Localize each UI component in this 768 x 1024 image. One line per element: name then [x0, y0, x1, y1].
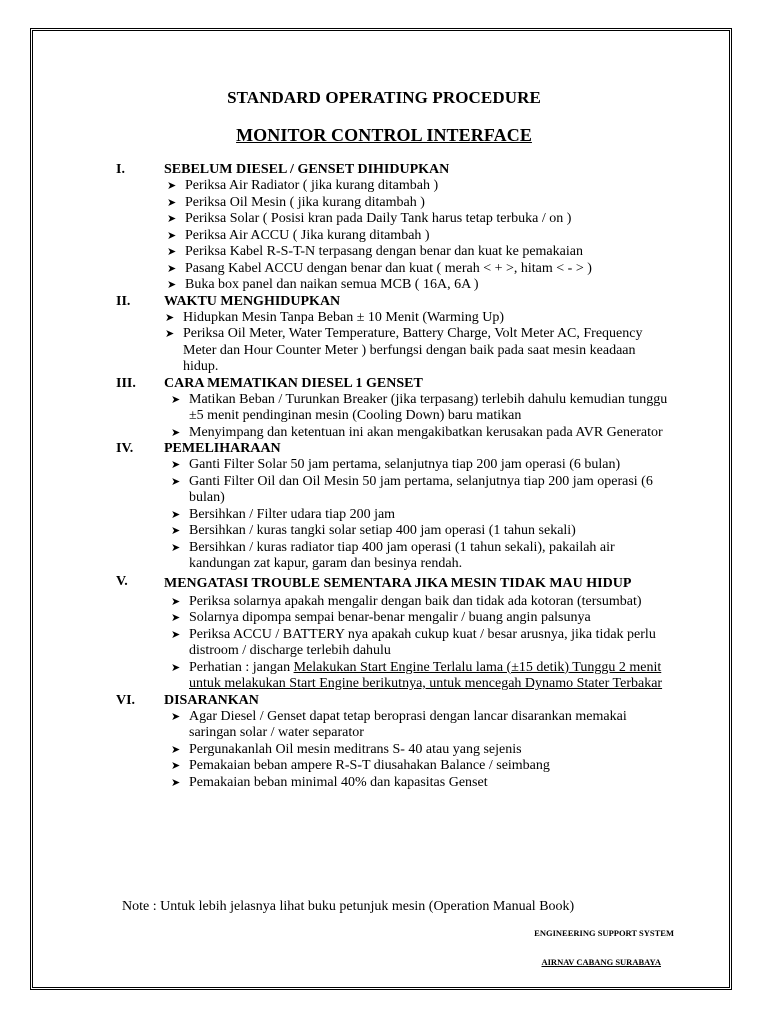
section-numeral: I. — [116, 162, 125, 177]
section-title: CARA MEMATIKAN DIESEL 1 GENSET — [164, 375, 423, 391]
list-item: ➤ Ganti Filter Oil dan Oil Mesin 50 jam pertama, selanjutnya tiap 200 jam operasi (6 bulan) — [171, 473, 653, 505]
section-sebelum-dihidupkan — [0, 162, 768, 294]
arrow-bullet-icon: ➤ — [171, 612, 181, 624]
section-heading — [0, 693, 768, 709]
section-heading — [0, 162, 768, 178]
arrow-bullet-icon: ➤ — [167, 246, 177, 258]
arrow-bullet-icon: ➤ — [171, 393, 181, 406]
document-title: STANDARD OPERATING PROCEDURE — [227, 88, 541, 107]
warning-underlined-text: Melakukan Start Engine Terlalu lama (±15 detik) Tunggu 2 menit untuk melakukan Start Engine berikutnya, untuk mencegah Dynamo Stater Terbakar — [189, 659, 663, 691]
section-cara-mematikan — [0, 376, 768, 442]
list-item: ➤ Pemakaian beban ampere R-S-T diusahakan Balance / seimbang — [171, 758, 550, 773]
list-item: ➤ Periksa Oil Mesin ( jika kurang ditambah ) — [167, 194, 425, 210]
list-item: ➤ Periksa Air Radiator ( jika kurang ditambah ) — [167, 178, 439, 193]
list-item: ➤ Periksa Kabel R-S-T-N terpasang dengan benar dan kuat ke pemakaian — [167, 244, 583, 259]
list-item: ➤ Periksa solarnya apakah mengalir dengan baik dan tidak ada kotoran (tersumbat) — [171, 593, 642, 609]
checklist — [0, 392, 768, 442]
section-heading — [0, 376, 768, 392]
section-mengatasi-trouble — [0, 573, 768, 693]
list-item: ➤ Hidupkan Mesin Tanpa Beban ± 10 Menit (Warming Up) — [165, 309, 505, 325]
arrow-bullet-icon: ➤ — [167, 279, 177, 291]
arrow-bullet-icon: ➤ — [171, 710, 181, 723]
checklist — [0, 310, 768, 376]
arrow-bullet-icon: ➤ — [171, 628, 181, 641]
section-numeral: III. — [116, 375, 136, 391]
footnote: Note : Untuk lebih jelasnya lihat buku petunjuk mesin (Operation Manual Book) — [122, 899, 575, 914]
list-item: ➤ Periksa Oil Meter, Water Temperature, Battery Charge, Volt Meter AC, Frequency Meter dan Hour Counter Meter ) berfungsi dengan baik pada saat mesin keadaan hidup. — [165, 326, 643, 374]
checklist — [0, 594, 768, 693]
list-item: ➤ Pergunakanlah Oil mesin meditrans S- 40 atau yang sejenis — [171, 741, 522, 757]
arrow-bullet-icon: ➤ — [167, 180, 177, 192]
arrow-bullet-icon: ➤ — [171, 541, 181, 554]
section-title: DISARANKAN — [164, 692, 259, 708]
checklist — [0, 178, 768, 294]
arrow-bullet-icon: ➤ — [171, 426, 181, 439]
list-item: ➤ Pasang Kabel ACCU dengan benar dan kuat ( merah < + >, hitam < - > ) — [167, 260, 592, 276]
list-item: ➤ Bersihkan / kuras tangki solar setiap 400 jam operasi (1 tahun sekali) — [171, 523, 576, 538]
list-item: ➤ Solarnya dipompa sempai benar-benar mengalir / buang angin palsunya — [171, 610, 591, 625]
arrow-bullet-icon: ➤ — [165, 328, 175, 340]
section-title: PEMELIHARAAN — [164, 441, 281, 456]
section-numeral: VI. — [116, 692, 136, 708]
warning-prefix: Perhatian : jangan — [189, 659, 294, 675]
arrow-bullet-icon: ➤ — [171, 595, 181, 608]
arrow-bullet-icon: ➤ — [171, 776, 181, 789]
list-item: ➤ Buka box panel dan naikan semua MCB ( 16A, 6A ) — [167, 277, 479, 292]
section-title: MENGATASI TROUBLE SEMENTARA JIKA MESIN TIDAK MAU HIDUP — [164, 575, 632, 591]
checklist — [0, 457, 768, 573]
section-heading — [0, 294, 768, 310]
section-title: SEBELUM DIESEL / GENSET DIHIDUPKAN — [164, 162, 450, 177]
section-title: WAKTU MENGHIDUPKAN — [164, 293, 341, 309]
arrow-bullet-icon: ➤ — [171, 508, 181, 521]
arrow-bullet-icon: ➤ — [165, 311, 175, 324]
arrow-bullet-icon: ➤ — [167, 262, 177, 275]
arrow-bullet-icon: ➤ — [171, 760, 181, 772]
list-item: ➤ Periksa Solar ( Posisi kran pada Daily Tank harus tetap terbuka / on ) — [167, 211, 572, 226]
checklist — [0, 709, 768, 792]
procedure-content — [0, 162, 768, 791]
list-item: ➤ Periksa ACCU / BATTERY nya apakah cukup kuat / besar arusnya, jika tidak perlu distroom / discharge terlebih dahulu — [171, 626, 656, 658]
section-heading — [0, 573, 768, 594]
section-waktu-menghidupkan — [0, 294, 768, 376]
section-pemeliharaan — [0, 441, 768, 573]
document-subtitle: MONITOR CONTROL INTERFACE — [236, 125, 532, 145]
arrow-bullet-icon: ➤ — [171, 459, 181, 471]
list-item: ➤ Agar Diesel / Genset dapat tetap beroprasi dengan lancar disarankan memakai saringan solar / water separator — [171, 708, 627, 740]
arrow-bullet-icon: ➤ — [167, 229, 177, 242]
list-item: ➤ Matikan Beban / Turunkan Breaker (jika terpasang) terlebih dahulu kemudian tunggu ±5 menit pendinginan mesin (Cooling Down) baru matikan — [171, 391, 668, 423]
section-heading — [0, 441, 768, 457]
section-numeral: V. — [116, 573, 128, 589]
arrow-bullet-icon: ➤ — [167, 213, 177, 225]
list-item: ➤ Menyimpang dan ketentuan ini akan mengakibatkan kerusakan pada AVR Generator — [171, 424, 663, 440]
list-item: ➤ Pemakaian beban minimal 40% dan kapasitas Genset — [171, 774, 488, 790]
arrow-bullet-icon: ➤ — [171, 525, 181, 537]
section-numeral: IV. — [116, 441, 134, 456]
arrow-bullet-icon: ➤ — [171, 661, 181, 674]
section-numeral: II. — [116, 293, 131, 309]
footer-department: ENGINEERING SUPPORT SYSTEM — [534, 928, 674, 938]
list-item: ➤ Bersihkan / Filter udara tiap 200 jam — [171, 506, 396, 522]
arrow-bullet-icon: ➤ — [167, 196, 177, 209]
list-item: ➤ Bersihkan / kuras radiator tiap 400 jam operasi (1 tahun sekali), pakailah air kandungan zat kapur, garam dan besinya rendah. — [171, 539, 615, 571]
arrow-bullet-icon: ➤ — [171, 743, 181, 756]
warning-item — [171, 660, 768, 693]
footer-branch: AIRNAV CABANG SURABAYA — [541, 957, 661, 967]
section-disarankan — [0, 693, 768, 792]
list-item: ➤ Ganti Filter Solar 50 jam pertama, selanjutnya tiap 200 jam operasi (6 bulan) — [171, 457, 621, 472]
list-item: ➤ Periksa Air ACCU ( Jika kurang ditambah ) — [167, 227, 430, 243]
arrow-bullet-icon: ➤ — [171, 475, 181, 488]
